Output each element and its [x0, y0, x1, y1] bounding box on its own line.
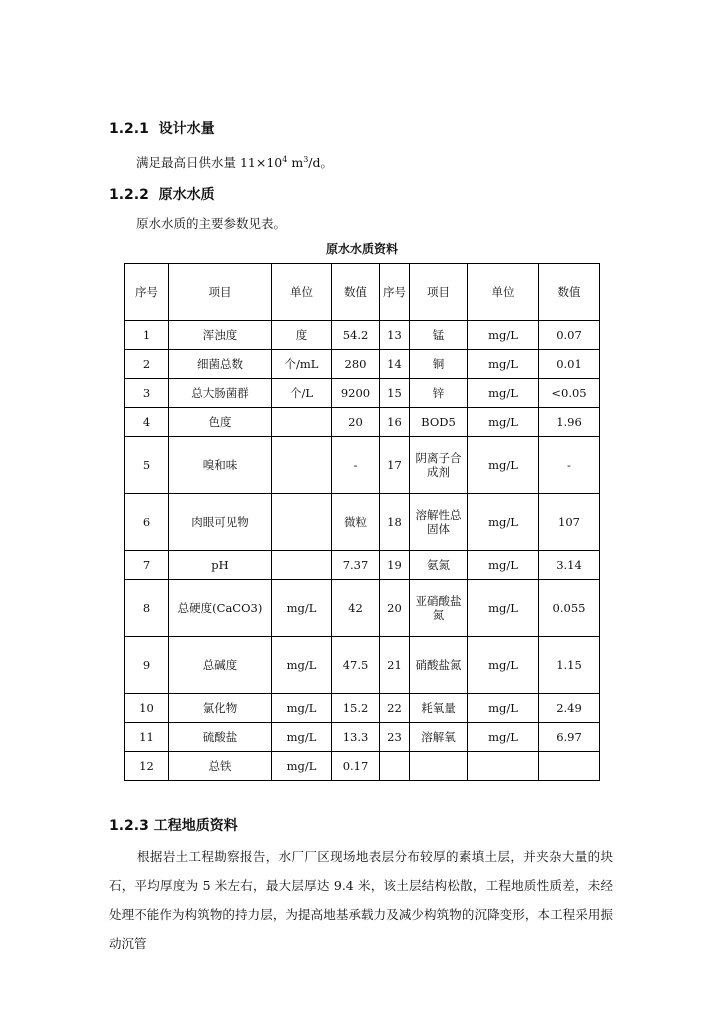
table-cell: 锰	[410, 321, 468, 350]
table-cell: 锌	[410, 379, 468, 408]
table-header-row	[125, 264, 600, 321]
table-row	[125, 580, 600, 637]
table-cell: mg/L	[468, 694, 539, 723]
table-cell: 13.3	[332, 723, 380, 752]
table-row	[125, 437, 600, 494]
table-cell	[380, 752, 410, 781]
table-cell: 数值	[332, 264, 380, 321]
table-cell: 23	[380, 723, 410, 752]
table-cell: mg/L	[468, 580, 539, 637]
table-cell: 阴离子合成剂	[410, 437, 468, 494]
table-cell: 微粒	[332, 494, 380, 551]
table-cell: 9	[125, 637, 169, 694]
table-caption: 原水水质资料	[325, 242, 398, 256]
table-cell	[272, 437, 332, 494]
table-cell	[539, 752, 600, 781]
table-cell: 亚硝酸盐氮	[410, 580, 468, 637]
table-cell: 3.14	[539, 551, 600, 580]
table-cell: mg/L	[272, 723, 332, 752]
table-row	[125, 551, 600, 580]
table-cell: 总硬度(CaCO3)	[169, 580, 272, 637]
table-cell: mg/L	[468, 723, 539, 752]
table-cell: 19	[380, 551, 410, 580]
table-cell: 16	[380, 408, 410, 437]
table-cell: 序号	[125, 264, 169, 321]
table-cell: 1.96	[539, 408, 600, 437]
table-cell: 肉眼可见物	[169, 494, 272, 551]
table-cell: 1	[125, 321, 169, 350]
section-heading-design-water: 1.2.1 设计水量	[109, 121, 215, 137]
table-cell: mg/L	[468, 408, 539, 437]
table-cell: 度	[272, 321, 332, 350]
table-cell: -	[539, 437, 600, 494]
table-cell: 2	[125, 350, 169, 379]
table-cell: 铜	[410, 350, 468, 379]
table-cell: mg/L	[468, 637, 539, 694]
table-cell: 单位	[468, 264, 539, 321]
table-cell: 氯化物	[169, 694, 272, 723]
table-row	[125, 637, 600, 694]
table-cell: 氨氮	[410, 551, 468, 580]
table-cell: 序号	[380, 264, 410, 321]
table-cell: 单位	[272, 264, 332, 321]
table-cell	[272, 551, 332, 580]
table-cell: 5	[125, 437, 169, 494]
table-cell: mg/L	[468, 551, 539, 580]
table-cell: 0.055	[539, 580, 600, 637]
table-cell: 总大肠菌群	[169, 379, 272, 408]
table-cell: 21	[380, 637, 410, 694]
table-cell: 42	[332, 580, 380, 637]
table-cell: 个/L	[272, 379, 332, 408]
table-cell: 嗅和味	[169, 437, 272, 494]
design-water-demand: 满足最高日供水量 $11\times 10^4$ $m^3/d$。	[136, 154, 333, 170]
table-cell: -	[332, 437, 380, 494]
table-cell: 7.37	[332, 551, 380, 580]
table-cell: mg/L	[468, 379, 539, 408]
table-cell	[272, 494, 332, 551]
table-cell: 0.07	[539, 321, 600, 350]
table-row	[125, 752, 600, 781]
table-cell: 13	[380, 321, 410, 350]
table-cell: 8	[125, 580, 169, 637]
table-cell: mg/L	[468, 350, 539, 379]
table-cell: 47.5	[332, 637, 380, 694]
table-cell: 0.01	[539, 350, 600, 379]
table-cell: mg/L	[272, 694, 332, 723]
table-cell: 硝酸盐氮	[410, 637, 468, 694]
table-cell: 项目	[410, 264, 468, 321]
table-cell	[468, 752, 539, 781]
table-cell: 20	[380, 580, 410, 637]
table-cell: 54.2	[332, 321, 380, 350]
table-cell: mg/L	[468, 494, 539, 551]
raw-water-quality-table	[124, 263, 600, 781]
table-cell: 12	[125, 752, 169, 781]
table-cell: 6.97	[539, 723, 600, 752]
table-cell: 数值	[539, 264, 600, 321]
table-cell: 2.49	[539, 694, 600, 723]
table-cell: 个/mL	[272, 350, 332, 379]
table-row	[125, 723, 600, 752]
table-cell: <0.05	[539, 379, 600, 408]
table-cell: 3	[125, 379, 169, 408]
table-cell: 7	[125, 551, 169, 580]
table-cell: pH	[169, 551, 272, 580]
table-cell: 0.17	[332, 752, 380, 781]
table-cell: 280	[332, 350, 380, 379]
table-cell: BOD5	[410, 408, 468, 437]
raw-water-intro: 原水水质的主要参数见表。	[136, 216, 287, 231]
table-cell: 项目	[169, 264, 272, 321]
table-row	[125, 494, 600, 551]
table-cell: 浑浊度	[169, 321, 272, 350]
table-cell: 耗氧量	[410, 694, 468, 723]
table-cell	[410, 752, 468, 781]
table-cell: mg/L	[272, 580, 332, 637]
table-cell: 15.2	[332, 694, 380, 723]
table-cell: 9200	[332, 379, 380, 408]
table-row	[125, 321, 600, 350]
table-cell: 14	[380, 350, 410, 379]
table-cell: 色度	[169, 408, 272, 437]
table-cell: 总碱度	[169, 637, 272, 694]
table-cell: 10	[125, 694, 169, 723]
table-cell: 11	[125, 723, 169, 752]
table-cell: 硫酸盐	[169, 723, 272, 752]
section-heading-geology: 1.2.3 工程地质资料	[109, 818, 238, 834]
table-cell	[272, 408, 332, 437]
geology-paragraph: 根据岩土工程勘察报告，水厂厂区现场地表层分布较厚的素填土层，并夹杂大量的块石，平均厚度为 5 米左右，最大层厚达 9.4 米，该土层结构松散，工程地质性质差，未经处理不能作为构筑物的持力层，为提高地基承载力及减少构筑物的沉降变形，本工程采用振动沉管	[109, 849, 613, 951]
table-cell: 15	[380, 379, 410, 408]
table-cell: 溶解氧	[410, 723, 468, 752]
table-cell: mg/L	[468, 321, 539, 350]
table-cell: mg/L	[468, 437, 539, 494]
table-cell: 18	[380, 494, 410, 551]
table-cell: 22	[380, 694, 410, 723]
table-cell: 20	[332, 408, 380, 437]
table-cell: 4	[125, 408, 169, 437]
table-cell: mg/L	[272, 637, 332, 694]
table-row	[125, 350, 600, 379]
table-cell: 17	[380, 437, 410, 494]
table-cell: 溶解性总固体	[410, 494, 468, 551]
table-cell: 107	[539, 494, 600, 551]
table-cell: 总铁	[169, 752, 272, 781]
table-cell: 细菌总数	[169, 350, 272, 379]
table-row	[125, 408, 600, 437]
table-cell: 1.15	[539, 637, 600, 694]
table-cell: 6	[125, 494, 169, 551]
table-row	[125, 379, 600, 408]
table-cell: mg/L	[272, 752, 332, 781]
section-heading-raw-water: 1.2.2 原水水质	[109, 187, 215, 203]
table-row	[125, 694, 600, 723]
